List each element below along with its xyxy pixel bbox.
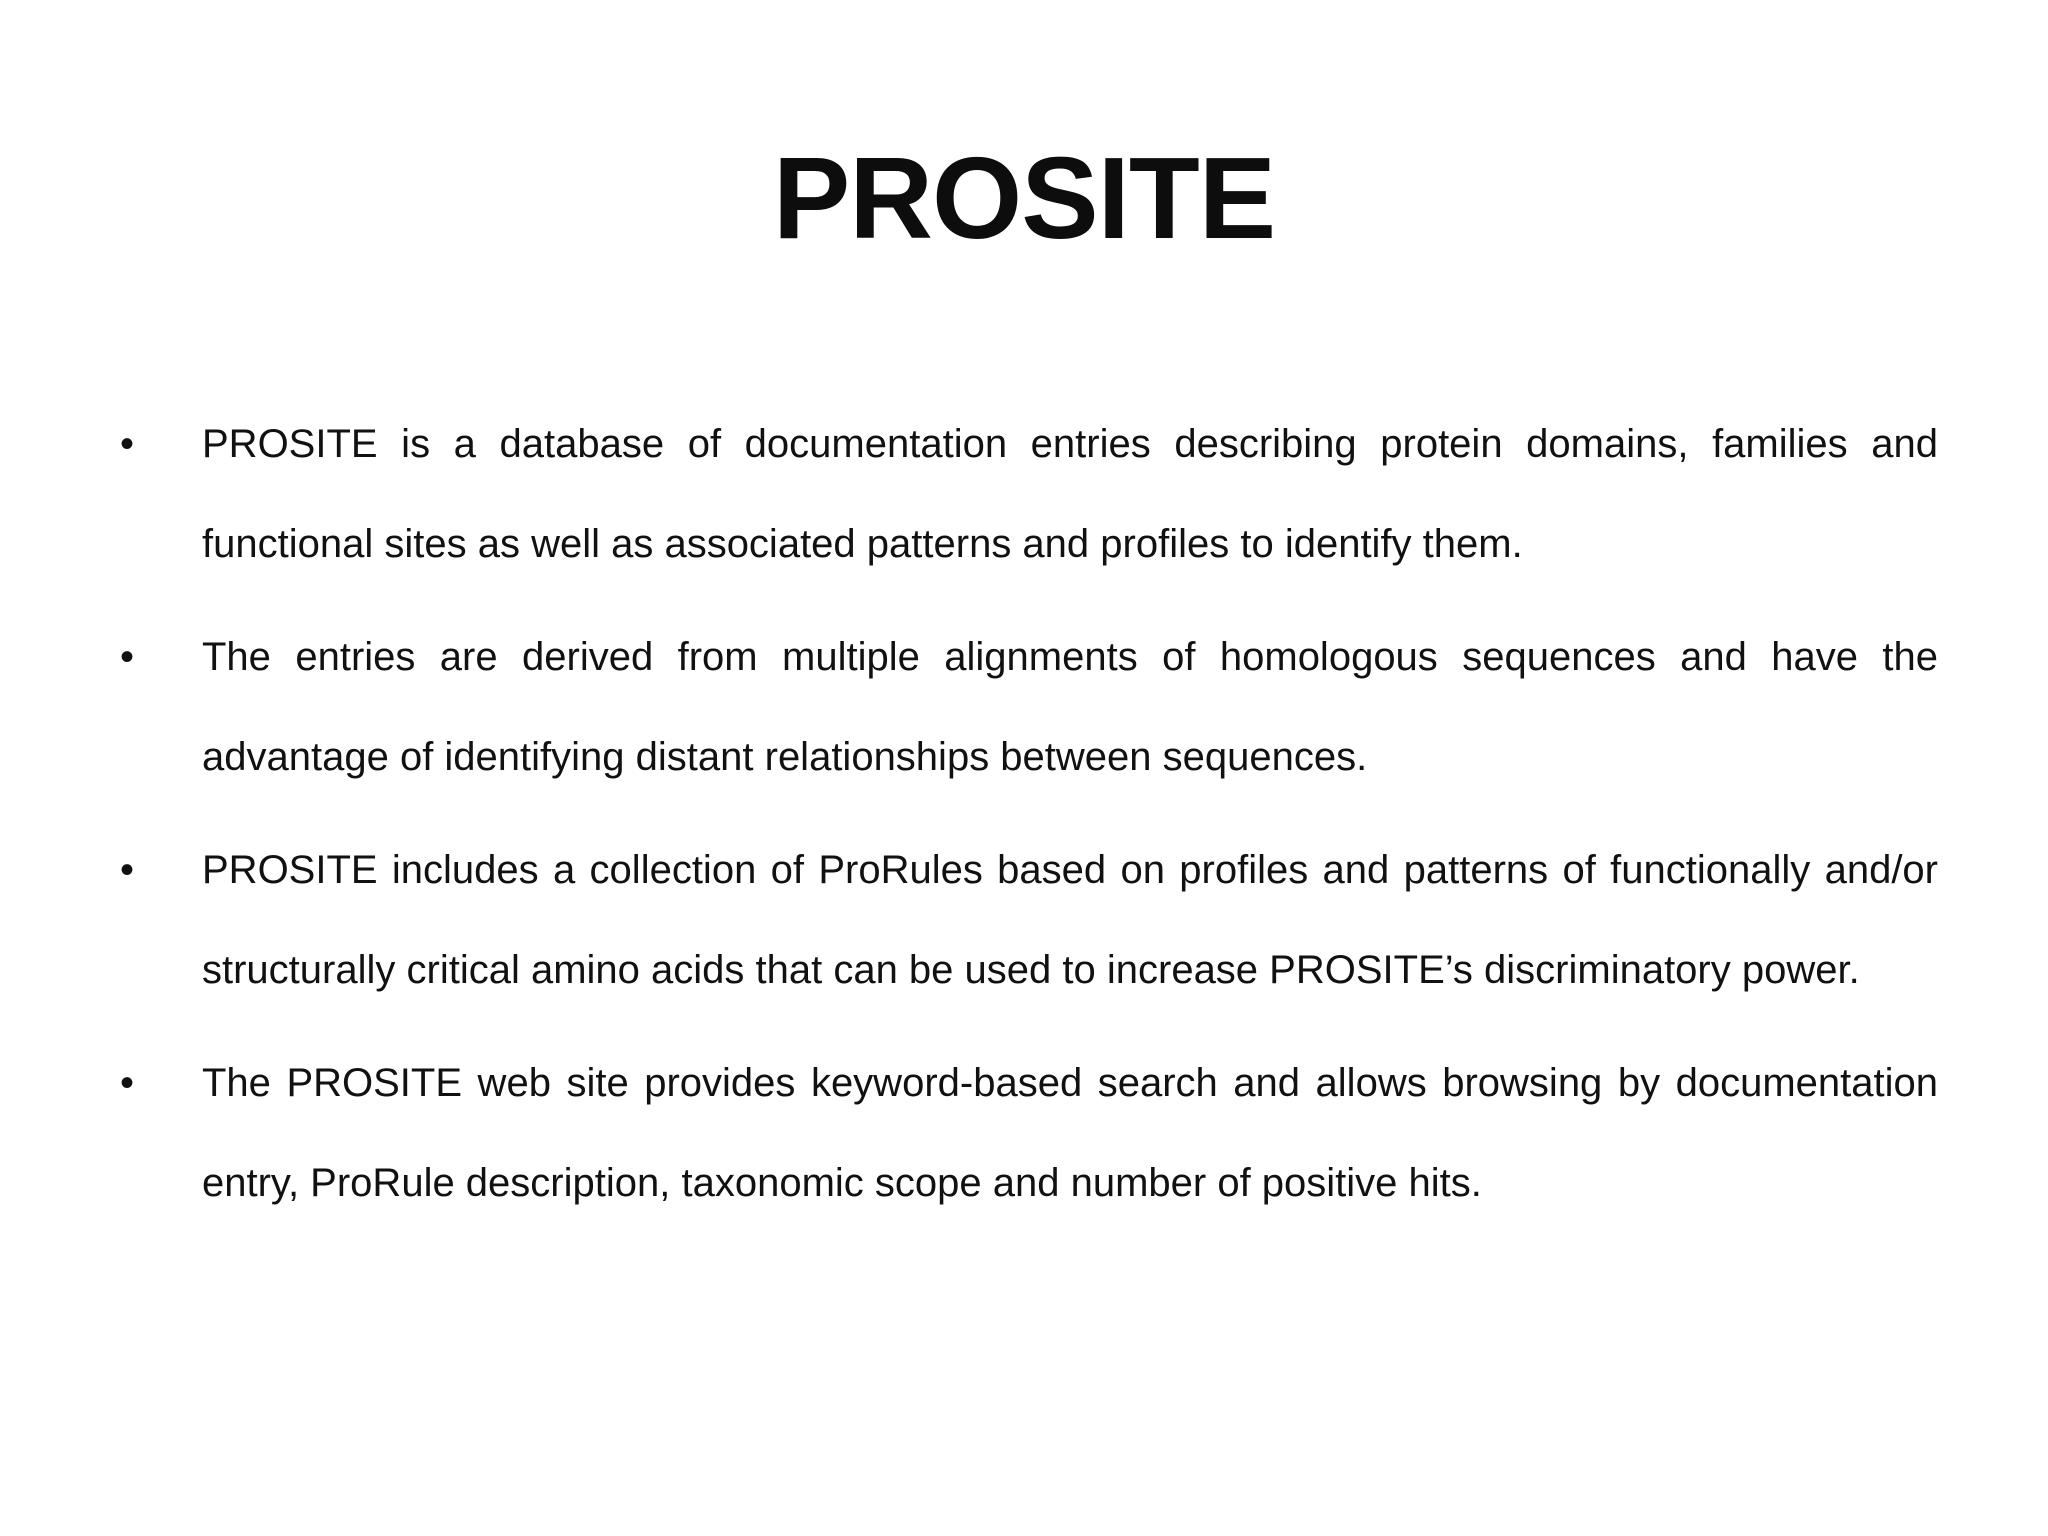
bullet-text: PROSITE is a database of documentation entries describing protein domains, families and functional sites as well as associated patterns and profiles to identify them.: [202, 422, 1938, 566]
bullet-icon: •: [120, 1061, 135, 1105]
bullet-text: PROSITE includes a collection of ProRules based on profiles and patterns of functionally and/or structurally critical amino acids that can be used to increase PROSITE’s discriminatory power.: [202, 848, 1938, 992]
bullet-item: [120, 607, 1938, 807]
slide-title: PROSITE: [772, 133, 1276, 263]
bullet-item: [120, 820, 1938, 1020]
bullet-text: The entries are derived from multiple alignments of homologous sequences and have the advantage of identifying distant relationships between sequences.: [202, 635, 1938, 779]
bullet-icon: •: [120, 848, 135, 892]
bullet-icon: •: [120, 635, 135, 679]
bullet-text: The PROSITE web site provides keyword-based search and allows browsing by documentation entry, ProRule description, taxonomic scope and number of positive hits.: [202, 1061, 1938, 1205]
bullet-item: [120, 394, 1938, 594]
bullet-list: [120, 394, 1938, 1246]
bullet-icon: •: [120, 422, 135, 466]
bullet-item: [120, 1033, 1938, 1233]
